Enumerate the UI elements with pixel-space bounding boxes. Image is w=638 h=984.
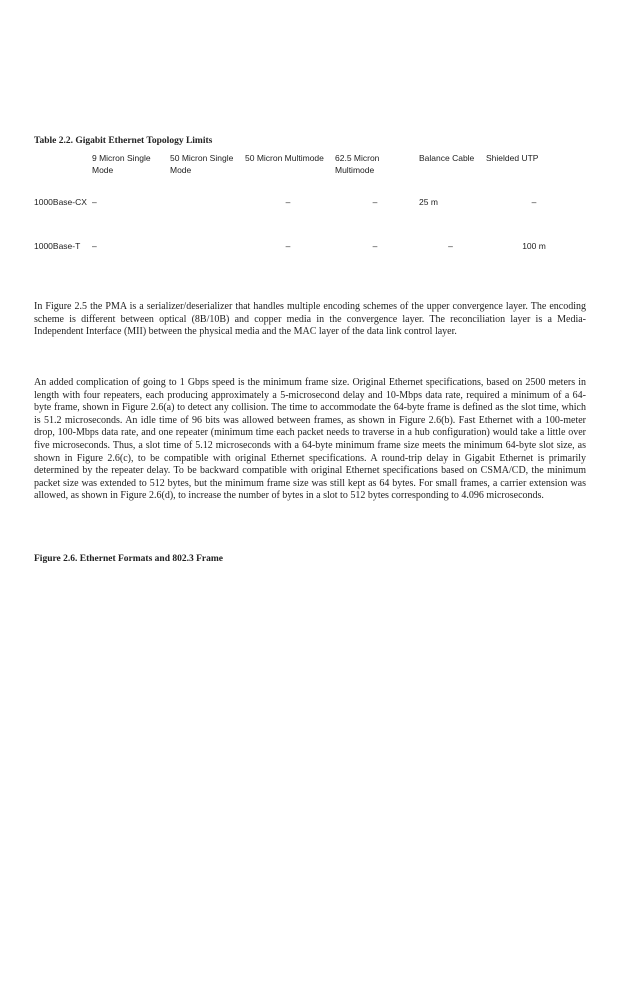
table-header-cell: Balance Cable [419,153,475,163]
table-row [34,196,586,240]
figure-caption: Figure 2.6. Ethernet Formats and 802.3 Frame [34,554,224,564]
table-header-cell: 50 Micron Single Mode [170,153,234,175]
table-header-cell [34,152,92,196]
table-cell [170,196,245,240]
table-cell: – [531,197,537,207]
table-caption: Table 2.2. Gigabit Ethernet Topology Limits [34,136,213,146]
table-cell: 100 m [522,241,546,251]
table-cell: – [372,241,378,251]
table-header-cell: 50 Micron Multimode [245,153,324,163]
table-row [34,240,586,270]
table-cell: – [372,197,378,207]
topology-limits-table [34,152,586,270]
body-paragraph: In Figure 2.5 the PMA is a serializer/deserializer that handles multiple encoding schemes of the upper convergence layer. The encoding scheme is different between optical (8B/10B) and copper media in the convergence layer. The reconciliation layer is a Media-Independent Interface (MII) between the physical media and the MAC layer of the data link control layer. [34,301,586,338]
table-cell: 25 m [419,197,438,207]
table-cell: 1000Base-T [34,241,81,251]
table-cell: – [285,241,291,251]
table-header-cell: 62.5 Micron Multimode [335,153,380,175]
table-cell: 1000Base-CX [34,197,87,207]
table-cell: – [448,241,453,251]
table-header-cell: 9 Micron Single Mode [92,153,151,175]
table-cell: – [285,197,291,207]
table-header-row [34,152,586,196]
table-cell [170,240,245,270]
table-cell: – [92,197,97,207]
table-header-cell: Shielded UTP [486,153,539,163]
table-cell: – [92,241,97,251]
body-paragraph: An added complication of going to 1 Gbps speed is the minimum frame size. Original Ethernet specifications, based on 2500 meters in length with four repeaters, each producing approximately a 5-microsecond delay and 10-Mbps data rate, required a minimum of a 64-byte frame, shown in Figure 2.6(a) to detect any collision. The time to accommodate the 64-byte frame is defined as the slot time, which is 51.2 microseconds. An idle time of 96 bits was allowed between frames, as shown in Figure 2.6(b). Fast Ethernet with a 100-meter drop, 100-Mbps data rate, and one repeater (minimum time each packet needs to traverse in a hub configuration) would take a little over five microseconds. Thus, a slot time of 5.12 microseconds with a 64-byte minimum frame size meets the minimum 64-byte slot size, as shown in Figure 2.6(c), to be compatible with original Ethernet specifications. A round-trip delay in Gigabit Ethernet is primarily determined by the repeater delay. To be backward compatible with original Ethernet specifications based on CSMA/CD, the minimum packet size was extended to 512 bytes, but the minimum frame size was still kept as 64 bytes. For small frames, a carrier extension was allowed, as shown in Figure 2.6(d), to increase the number of bytes in a slot to 512 bytes corresponding to 4.096 microseconds. [34,377,586,502]
